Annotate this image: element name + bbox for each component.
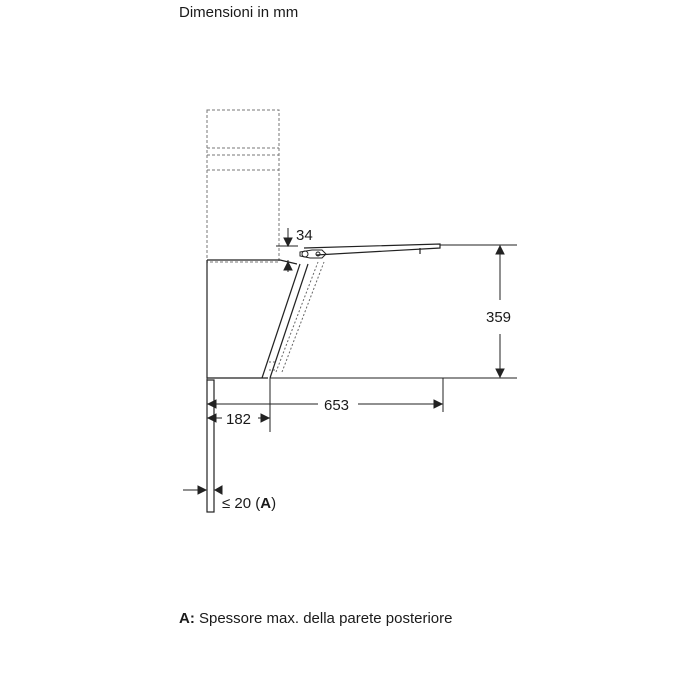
legend-note (179, 610, 452, 627)
dim-wall-thickness (183, 486, 222, 494)
back-wall (207, 380, 214, 512)
legend-key: A: (179, 610, 195, 627)
dim-top-offset-label: 34 (296, 227, 313, 244)
dim-wall-thickness-label: ≤ 20 (A) (222, 495, 277, 512)
dim-depth-label: 653 (324, 397, 350, 414)
legend-text: Spessore max. della parete posteriore (194, 610, 453, 627)
hood-body (207, 260, 308, 378)
glass-panel (304, 244, 440, 255)
hinge-icon (300, 250, 326, 258)
page-title: Dimensioni in mm (179, 4, 299, 21)
dim-height-label: 359 (486, 309, 512, 326)
chimney-outline (207, 110, 279, 262)
dim-wall-offset-label: 182 (226, 411, 252, 428)
